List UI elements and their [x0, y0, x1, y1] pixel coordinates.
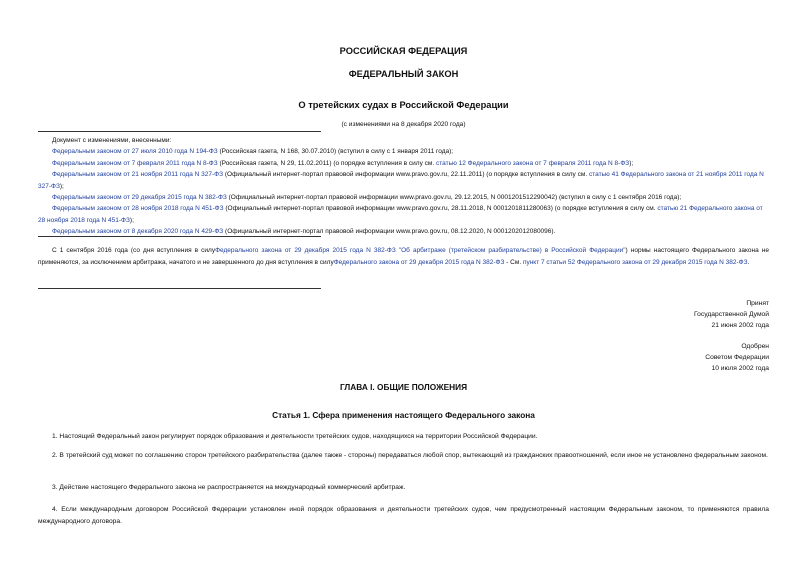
paragraph: 3. Действие настоящего Федерального закона не распространяется на международный коммерческий арбитраж. — [52, 484, 406, 491]
divider-top — [38, 131, 321, 132]
law-type-heading: ФЕДЕРАЛЬНЫЙ ЗАКОН — [348, 69, 459, 79]
divider-middle — [38, 236, 321, 237]
change-item: Федеральным законом от 27 июля 2010 года N 194-ФЗ (Российская газета, N 168, 30.07.2010) (вступил в силу с 1 января 2011 года); — [52, 148, 454, 156]
change-item: Федеральным законом от 7 февраля 2011 года N 8-ФЗ (Российская газета, N 29, 11.02.2011) (о порядке вступления в силу см. статью 12 Федерального закона от 7 февраля 2011 года N 8-ФЗ); — [52, 159, 634, 167]
amendment-note: (с изменениями на 8 декабря 2020 года) — [341, 121, 466, 128]
article-title: Статья 1. Сфера применения настоящего Федерального закона — [272, 410, 535, 420]
adoption-council: Одобрен Советом Федерации 10 июля 2002 года — [705, 343, 769, 372]
changes-intro: Документ с изменениями, внесенными: — [52, 137, 172, 144]
change-ref-link[interactable]: статью 12 Федерального закона от 7 февраля 2011 года N 8-ФЗ — [435, 159, 630, 167]
note-link-law[interactable]: Федерального закона от 29 декабря 2015 года N 382-ФЗ "Об арбитраже (третейском разбирательстве) в Российской Федерации" — [215, 247, 626, 254]
change-link[interactable]: Федеральным законом от 21 ноября 2011 года N 327-ФЗ — [52, 171, 224, 179]
document-changes-block — [38, 135, 769, 238]
note-link-article[interactable]: пункт 7 статьи 52 Федерального закона от 29 декабря 2015 года N 382-ФЗ — [522, 258, 748, 266]
change-item: Федеральным законом от 29 декабря 2015 года N 382-ФЗ (Официальный интернет-портал правовой информации www.pravo.gov.ru, 29.12.2015, N 0001201512290042) (вступил в силу с 1 сентября 2016 года); — [52, 194, 682, 202]
country-heading: РОССИЙСКАЯ ФЕДЕРАЦИЯ — [339, 46, 468, 56]
change-ref-link[interactable]: статью 21 Федерального закона от 28 ноября 2018 года N 451-ФЗ — [38, 205, 763, 224]
note-link-law-short[interactable]: Федерального закона от 29 декабря 2015 года N 382-ФЗ — [333, 258, 505, 266]
change-link[interactable]: Федеральным законом от 8 декабря 2020 года N 429-ФЗ — [52, 228, 224, 236]
change-link[interactable]: Федеральным законом от 29 декабря 2015 года N 382-ФЗ — [52, 194, 227, 202]
paragraph: 2. В третейский суд может по соглашению сторон третейского разбирательства (далее также - стороны) передаваться любой спор, вытекающий из гражданских правоотношений, если иное не установлено федеральным законом. — [52, 452, 768, 459]
change-link[interactable]: Федеральным законом от 28 ноября 2018 года N 451-ФЗ — [52, 205, 224, 213]
divider-bottom — [38, 288, 321, 289]
change-item: Федеральным законом от 21 ноября 2011 года N 327-ФЗ (Официальный интернет-портал правовой информации www.pravo.gov.ru, 22.11.2011) (о порядке вступления в силу см. статью 41 Федерального закона от 21 ноября 2011 года N 327-ФЗ); — [38, 171, 764, 190]
change-link[interactable]: Федеральным законом от 27 июля 2010 года N 194-ФЗ — [52, 148, 218, 156]
adoption-duma: Принят Государственной Думой 21 июня 2002 года — [694, 300, 769, 329]
change-item: Федеральным законом от 28 ноября 2018 года N 451-ФЗ (Официальный интернет-портал правовой информации www.pravo.gov.ru, 28.11.2018, N 0001201811280063) (о порядке вступления в силу см. статью 21 Федерального закона от 28 ноября 2018 года N 451-ФЗ); — [38, 205, 763, 224]
chapter-title: ГЛАВА I. ОБЩИЕ ПОЛОЖЕНИЯ — [339, 382, 468, 392]
paragraph: 4. Если международным договором Российской Федерации установлен иной порядок образования и деятельности третейских судов, чем предусмотренный настоящим Федеральным законом, то применяются правила международного договора. — [38, 506, 769, 525]
transition-note: С 1 сентября 2016 года (со дня вступления в силуФедерального закона от 29 декабря 2015 года N 382-ФЗ "Об арбитраже (третейском разбирательстве) в Российской Федерации") нормы настоящего Федерального закона не применяются, за исключением арбитража, начатого и не завершенного до дня вступления в силуФедерального закона от 29 декабря 2015 года N 382-ФЗ - См. пункт 7 статьи 52 Федерального закона от 29 декабря 2015 года N 382-ФЗ. — [38, 247, 769, 266]
change-link[interactable]: Федеральным законом от 7 февраля 2011 года N 8-ФЗ — [52, 159, 218, 167]
paragraph: 1. Настоящий Федеральный закон регулирует порядок образования и деятельности третейских судов, находящихся на территории Российской Федерации. — [52, 433, 538, 440]
law-title: О третейских судах в Российской Федерации — [298, 100, 509, 110]
change-item: Федеральным законом от 8 декабря 2020 года N 429-ФЗ (Официальный интернет-портал правовой информации www.pravo.gov.ru, 08.12.2020, N 0001202012080096). — [52, 228, 556, 236]
change-ref-link[interactable]: статью 41 Федерального закона от 21 ноября 2011 года N 327-ФЗ — [38, 171, 764, 190]
